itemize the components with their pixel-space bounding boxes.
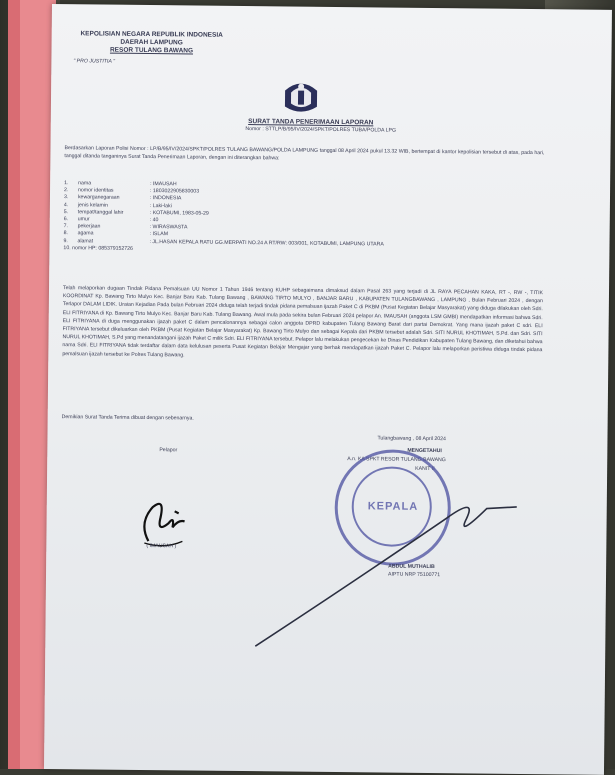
field-value: : 40 [149, 217, 159, 224]
report-body: Telah melaporkan dugaan Tindak Pidana Pemalsuan UU Nomor 1 Tahun 1946 tentang KUHP sebagaimana dimaksud dalam Pasal 263 yang terjadi di JL RAYA PECAHAN KAKA, RT -, RW -, TITIK KOORDINAT Kp. Bawang Tirto Mulyo Kec. Banjar Baru Kab. Tulang Bawang , BAWANG TIRTO MULYO , BANJAR BARU , KABUPATEN TULANGBAWANG , LAMPUNG , Bulan Februari 2024 , dengan Terlapor DALAM LIDIK. Uraian Kejadian Pada bulan Februari 2024 diduga telah terjadi tindak pidana pemalsuan ijazah Paket C di PKBM (Pusat Kegiatan Belajar Masyarakat) yang diduga dilakukan oleh Sdri. ELI FITRIYANA di Kp. Bawang Tirto Mulyo Kec. Banjar Baru Kab. Tulang Bawang. Awal mula pada sekira bulan Februari 2024 pelapor An. IMAUSAH (anggota LSM GMBI) mendapatkan informasi bahwa Sdri. ELI FITRIYANA di duga menggunakan ijazah paket C dalam pencalonannya sebagai calon anggota DPRD kabupaten Tulang Bawang Barat dari partai Demokrat. Yang mana ijazah paket C sdri. ELI FITRIYANA tersebut dikeluarkan oleh PKBM (Pusat Kegiatan Belajar Masyarakat) Kp. Bawang Tirto Mulyo dan sebagai Kepala dari PKBM tersebut adalah Sdri. SITI NURUL KHOTIMAH, S.Pd. dan Sdri. SITI NURUL KHOTIMAH, S.Pd yang menandatangani ijazah Paket C milik Sdri. ELI FITRIYANA tersebut. Pelapor lalu melakukan pengecekan ke Dinas Pendidikan Kabupaten Tulang Bawang, dan diketahui bahwa nama Sdri. ELI FITRIYANA tidak terdaftar dalam data kelulusan peserta Pusat Kegiatan Belajar Mengajar yang berhak mendapatkan ijazah Paket C. Pelapor lalu melaporkan peristiwa diduga tindak pidana pemalsuan ijazah tersebut ke Polres Tulang Bawang. [62, 285, 544, 359]
pelapor-name: ( IMAUSAH ) [146, 543, 177, 550]
letterhead-line3: RESOR TULANG BAWANG [109, 46, 194, 55]
document-title: SURAT TANDA PENERIMAAN LAPORAN [248, 118, 374, 127]
officer-signature-icon [245, 476, 527, 659]
field-no: 9. [63, 237, 68, 244]
field-value: : KOTABUMI, 1983-05-29 [149, 209, 209, 217]
document-number: Nomor : STTLP/B/95/IV/2024/SPKT/POLRES TUBA/POLDA LPG [245, 126, 397, 134]
field-label: nama [78, 180, 92, 187]
field-label: kewarganegaraan [77, 194, 120, 202]
officer-name: ABDUL MUTHALIB [388, 563, 435, 571]
field-value: : Laki-laki [149, 202, 172, 209]
field-label: agama [77, 230, 94, 237]
field-label: umur [77, 216, 90, 223]
place-date: Tulangbawang , 08 April 2024 [377, 435, 446, 443]
field-no: 7. [63, 223, 69, 230]
intro-paragraph: Berdasarkan Laporan Polisi Nomor : LP/B/95/IV/2024/SPKT/POLRES TULANG BAWANG/POLDA LAMPUNG tanggal 08 April 2024 pukul 13.32 WIB, bertempat di kantor kepolisian tersebut di atas, pada hari, tanggal ditanda tanganinya Surat Tanda Penerimaan Laporan, dengan ini diterangkan bahwa: [64, 145, 545, 162]
field-value: : ISLAM [149, 231, 169, 238]
mengetahui-label: MENGETAHUI [407, 447, 442, 455]
reporter-fields [63, 180, 544, 257]
pro-justitia: " PRO JUSTITIA " [73, 58, 115, 65]
field-value: : JL.HASAN KEPALA RATU GG.MERPATI NO.24 A RT/RW: 003/001, KOTABUMI, LAMPUNG UTARA [149, 238, 384, 248]
field-label: jenis kelamin [77, 201, 108, 209]
police-emblem-icon [279, 76, 323, 116]
field-label: nomor identitas [78, 187, 114, 194]
field-value: : INDONESIA [149, 195, 182, 202]
field-value: : 1803022905830003 [150, 188, 200, 195]
field-phone: 10. nomor HP: 085379152726 [63, 244, 133, 252]
field-no: 4. [63, 201, 69, 208]
field-no: 8. [63, 230, 68, 237]
on-behalf-label: A.n. KA SPKT RESOR TULANG BAWANG [347, 456, 446, 464]
field-no: 5. [63, 208, 69, 215]
pelapor-label: Pelapor [159, 447, 178, 454]
document-paper [44, 4, 612, 775]
field-no: 1. [64, 180, 69, 187]
field-value: : IMAUSAH [150, 181, 177, 188]
kanit-label: KANIT II [415, 465, 435, 473]
letterhead-line2: DAERAH LAMPUNG [120, 38, 183, 47]
field-label: alamat [77, 237, 94, 245]
field-label: tempat/tanggal lahir [77, 209, 124, 216]
field-label: pekerjaan [77, 223, 101, 230]
stamp-text: KEPALA [367, 500, 419, 513]
field-no: 6. [63, 216, 69, 223]
letterhead [51, 30, 251, 56]
officer-rank: AIPTU NRP 75100771 [388, 571, 441, 579]
field-no: 3. [63, 194, 69, 201]
closing-line: Demikian Surat Tanda Terima dibuat dengan sebenarnya. [61, 414, 194, 422]
letterhead-line1: KEPOLISIAN NEGARA REPUBLIK INDONESIA [80, 30, 223, 39]
field-value: : WIRASWASTA [149, 224, 188, 231]
field-no: 2. [64, 187, 69, 194]
